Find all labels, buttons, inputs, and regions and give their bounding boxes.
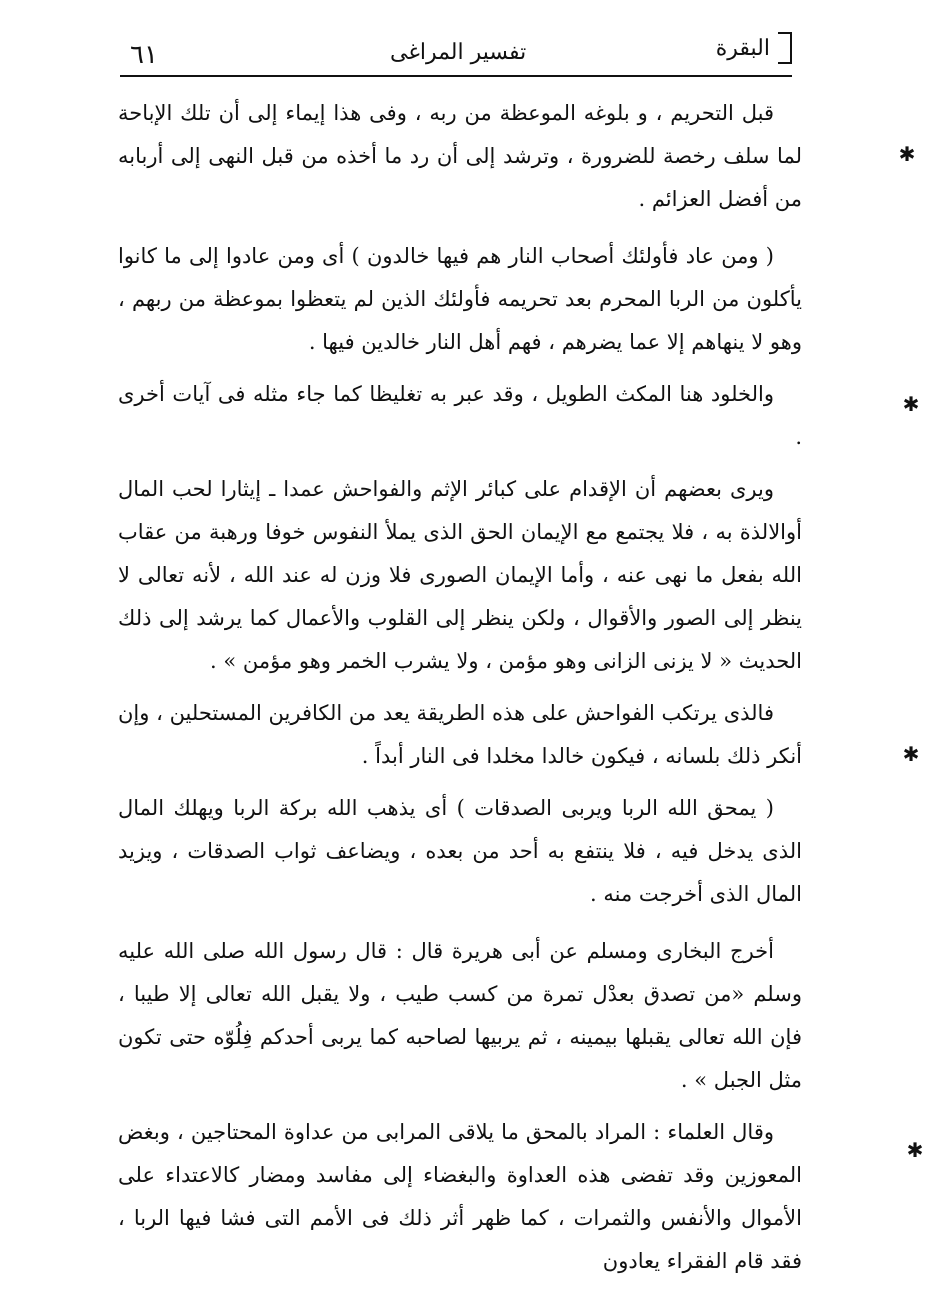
running-title: تفسير المراغى: [390, 40, 527, 65]
paragraph: والخلود هنا المكث الطويل ، وقد عبر به تغليظا كما جاء مثله فى آيات أخرى .: [118, 382, 802, 449]
paragraph: ( يمحق الله الربا ويربى الصدقات ) أى يذهب الله بركة الربا ويهلك المال الذى يدخل فيه ، فلا ينتفع به أحد من بعده ، ويضاعف ثواب الصدقات ، ويزيد المال الذى أخرجت منه .: [118, 796, 802, 906]
asterisk-ornament-icon: ✱: [902, 392, 920, 416]
paragraph: أخرج البخارى ومسلم عن أبى هريرة قال : قال رسول الله صلى الله عليه وسلم «من تصدق بعدْل تمرة من كسب طيب ، ولا يقبل الله تعالى إلا طيبا ، فإن الله تعالى يقبلها بيمينه ، ثم يربيها لصاحبه كما يربى أحدكم فِلُوّه حتى تكون مثل الجبل » .: [118, 939, 802, 1092]
surah-name: البقرة: [715, 36, 770, 61]
header-rule: [120, 75, 792, 77]
page-number: ٦١: [130, 40, 158, 70]
paragraph: فالذى يرتكب الفواحش على هذه الطريقة يعد من الكافرين المستحلين ، وإن أنكر ذلك بلسانه ، فيكون خالدا مخلدا فى النار أبداً .: [118, 701, 802, 768]
surah-bracket: [778, 32, 792, 64]
asterisk-ornament-icon: ✱: [898, 142, 916, 166]
asterisk-ornament-icon: ✱: [906, 1138, 924, 1162]
body-text: [118, 92, 802, 1283]
paragraph: وقال العلماء : المراد بالمحق ما يلاقى المرابى من عداوة المحتاجين ، وبغض المعوزين وقد تفضى هذه العداوة والبغضاء إلى مفاسد ومضار كالاعتداء على الأموال والأنفس والثمرات ، كما ظهر أثر ذلك فى الأمم التى فشا فيها الربا ، فقد قام الفقراء يعادون: [118, 1120, 802, 1273]
page-header: [120, 30, 792, 74]
asterisk-ornament-icon: ✱: [902, 742, 920, 766]
paragraph: قبل التحريم ، و بلوغه الموعظة من ربه ، وفى هذا إيماء إلى أن تلك الإباحة لما سلف رخصة للضرورة ، وترشد إلى أن رد ما أخذه من قبل النهى إلى أربابه من أفضل العزائم .: [118, 101, 802, 211]
paragraph: ويرى بعضهم أن الإقدام على كبائر الإثم والفواحش عمدا ـ إيثارا لحب المال أوالالذة به ، فلا يجتمع مع الإيمان الحق الذى يملأ النفوس خوفا ورهبة من عقاب الله بفعل ما نهى عنه ، وأما الإيمان الصورى فلا وزن له عند الله ، لأنه تعالى لا ينظر إلى الصور والأقوال ، ولكن ينظر إلى القلوب والأعمال كما يرشد إلى ذلك الحديث « لا يزنى الزانى وهو مؤمن ، ولا يشرب الخمر وهو مؤمن » .: [118, 477, 802, 673]
paragraph: ( ومن عاد فأولئك أصحاب النار هم فيها خالدون ) أى ومن عادوا إلى ما كانوا يأكلون من الربا المحرم بعد تحريمه فأولئك الذين لم يتعظوا بموعظة من ربهم ، وهو لا ينهاهم إلا عما يضرهم ، فهم أهل النار خالدين فيها .: [118, 244, 802, 354]
